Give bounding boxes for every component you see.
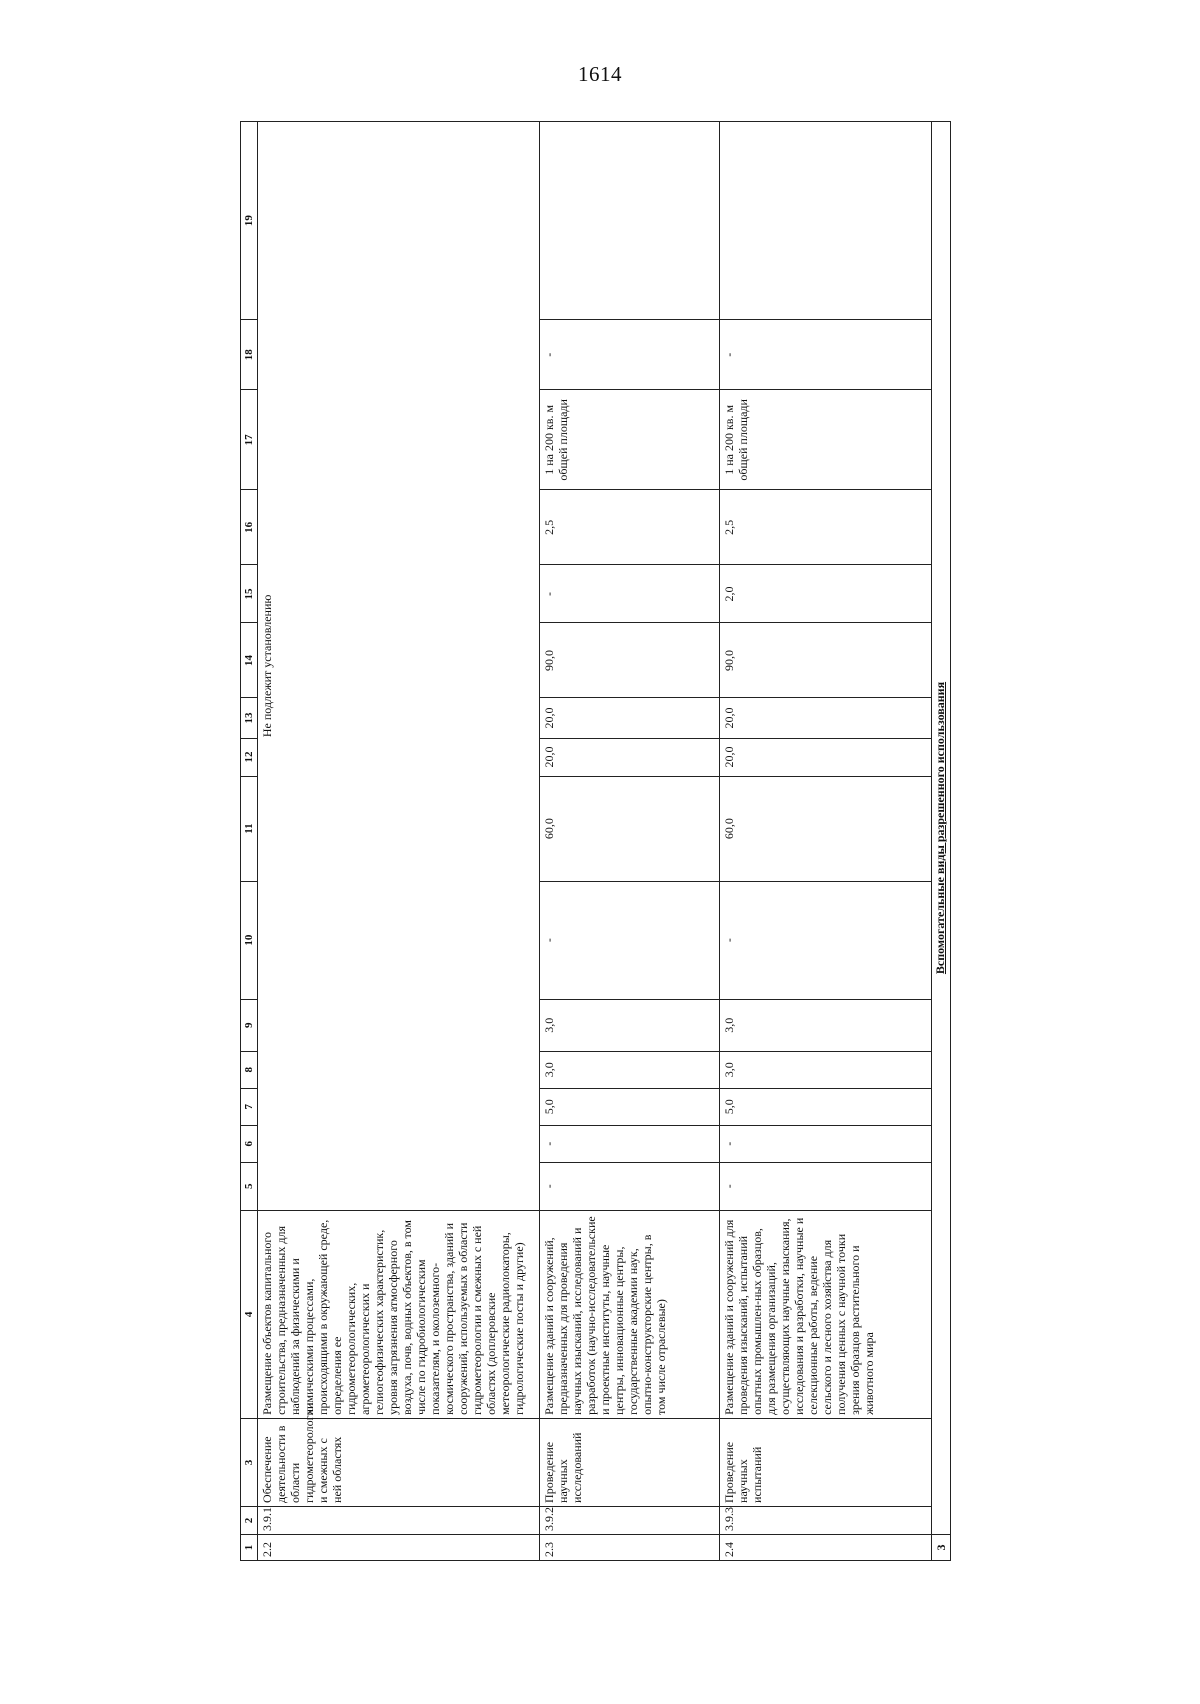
cell-value: 2,0 <box>720 565 932 623</box>
column-number: 5 <box>241 1162 258 1210</box>
cell-value: 5,0 <box>540 1088 720 1125</box>
cell-value: - <box>720 320 932 390</box>
cell-value: 2,5 <box>720 490 932 565</box>
page-number: 1614 <box>578 62 622 86</box>
cell-value: - <box>720 1125 932 1162</box>
cell-value: 20,0 <box>720 698 932 738</box>
cell-value: 1 на 200 кв. м общей площади <box>720 390 932 490</box>
cell-value: - <box>540 320 720 390</box>
cell-value: 90,0 <box>720 623 932 698</box>
use-name: Обеспечение деятельности в области гидрометеорологии и смежных с ней областях <box>258 1418 540 1506</box>
cell-value: - <box>540 565 720 623</box>
column-number: 8 <box>241 1051 258 1088</box>
use-name: Проведение научных исследований <box>540 1418 720 1506</box>
cell-value: - <box>540 881 720 999</box>
cell-value: 2,5 <box>540 490 720 565</box>
use-name: Проведение научных испытаний <box>720 1418 932 1506</box>
cell-value: 60,0 <box>540 776 720 881</box>
column-number: 11 <box>241 776 258 881</box>
column-number: 4 <box>241 1210 258 1418</box>
column-number: 19 <box>241 122 258 320</box>
section-title: Вспомогательные виды разрешенного использования <box>932 122 951 1535</box>
table-row <box>720 122 932 1561</box>
cell-value: 20,0 <box>720 738 932 776</box>
use-description: Размещение зданий и сооружений для проведения изысканий, испытаний опытных промышлен-ных образцов, для размещения организаций, осуществляющих научные изыскания, исследования и разработки, научные и селекционные работы, ведение сельского и лесного хозяйства для получения ценных с научной точки зрения образцов растительного и животного мира <box>720 1210 932 1418</box>
use-code: 3.9.2 <box>540 1506 720 1534</box>
column-number: 1 <box>241 1534 258 1560</box>
column-number-row <box>241 122 258 1561</box>
column-number: 15 <box>241 565 258 623</box>
cell-value: 60,0 <box>720 776 932 881</box>
cell-value: - <box>720 1162 932 1210</box>
row-number: 2.3 <box>540 1534 720 1560</box>
column-number: 7 <box>241 1088 258 1125</box>
column-number: 13 <box>241 698 258 738</box>
cell-value: 90,0 <box>540 623 720 698</box>
cell-value <box>720 122 932 320</box>
column-number: 10 <box>241 881 258 999</box>
cell-value: 3,0 <box>720 999 932 1051</box>
use-description: Размещение объектов капитального строительства, предназначенных для наблюдений за физическими и химическими процессами, происходящими в окружающей среде, определения ее гидрометеорологических, агрометеорологических и гелиогеофизических характеристик, уровня загрязнения атмосферного воздуха, почв, водных объектов, в том числе по гидробиологическим показателям, и околоземного-космического пространства, зданий и сооружений, используемых в области гидрометеорологии и смежных с ней областях (доплеровские метеорологические радиолокаторы, гидрологические посты и другие) <box>258 1210 540 1418</box>
use-code: 3.9.1 <box>258 1506 540 1534</box>
cell-value: 20,0 <box>540 698 720 738</box>
column-number: 2 <box>241 1506 258 1534</box>
rotated-table-container <box>240 121 1055 1561</box>
not-established-note: Не подлежит установлению <box>258 122 540 1211</box>
column-number: 6 <box>241 1125 258 1162</box>
permitted-use-table <box>240 121 951 1561</box>
row-number: 2.2 <box>258 1534 540 1560</box>
table-row <box>540 122 720 1561</box>
cell-value: - <box>720 881 932 999</box>
cell-value: 5,0 <box>720 1088 932 1125</box>
cell-value: 1 на 200 кв. м общей площади <box>540 390 720 490</box>
cell-value <box>540 122 720 320</box>
use-description: Размещение зданий и сооружений, предназначенных для проведения научных изысканий, исследований и разработок (научно-исследовательские и проектные институты, научные центры, инновационные центры, государственные академии наук, опытно-конструкторские центры, в том числе отраслевые) <box>540 1210 720 1418</box>
row-number: 2.4 <box>720 1534 932 1560</box>
cell-value: - <box>540 1125 720 1162</box>
table-row <box>258 122 540 1561</box>
use-code: 3.9.3 <box>720 1506 932 1534</box>
column-number: 12 <box>241 738 258 776</box>
cell-value: - <box>540 1162 720 1210</box>
section-number: 3 <box>932 1534 951 1560</box>
cell-value: 20,0 <box>540 738 720 776</box>
column-number: 14 <box>241 623 258 698</box>
section-row <box>932 122 951 1561</box>
cell-value: 3,0 <box>540 999 720 1051</box>
column-number: 18 <box>241 320 258 390</box>
column-number: 9 <box>241 999 258 1051</box>
column-number: 17 <box>241 390 258 490</box>
cell-value: 3,0 <box>540 1051 720 1088</box>
column-number: 3 <box>241 1418 258 1506</box>
column-number: 16 <box>241 490 258 565</box>
cell-value: 3,0 <box>720 1051 932 1088</box>
